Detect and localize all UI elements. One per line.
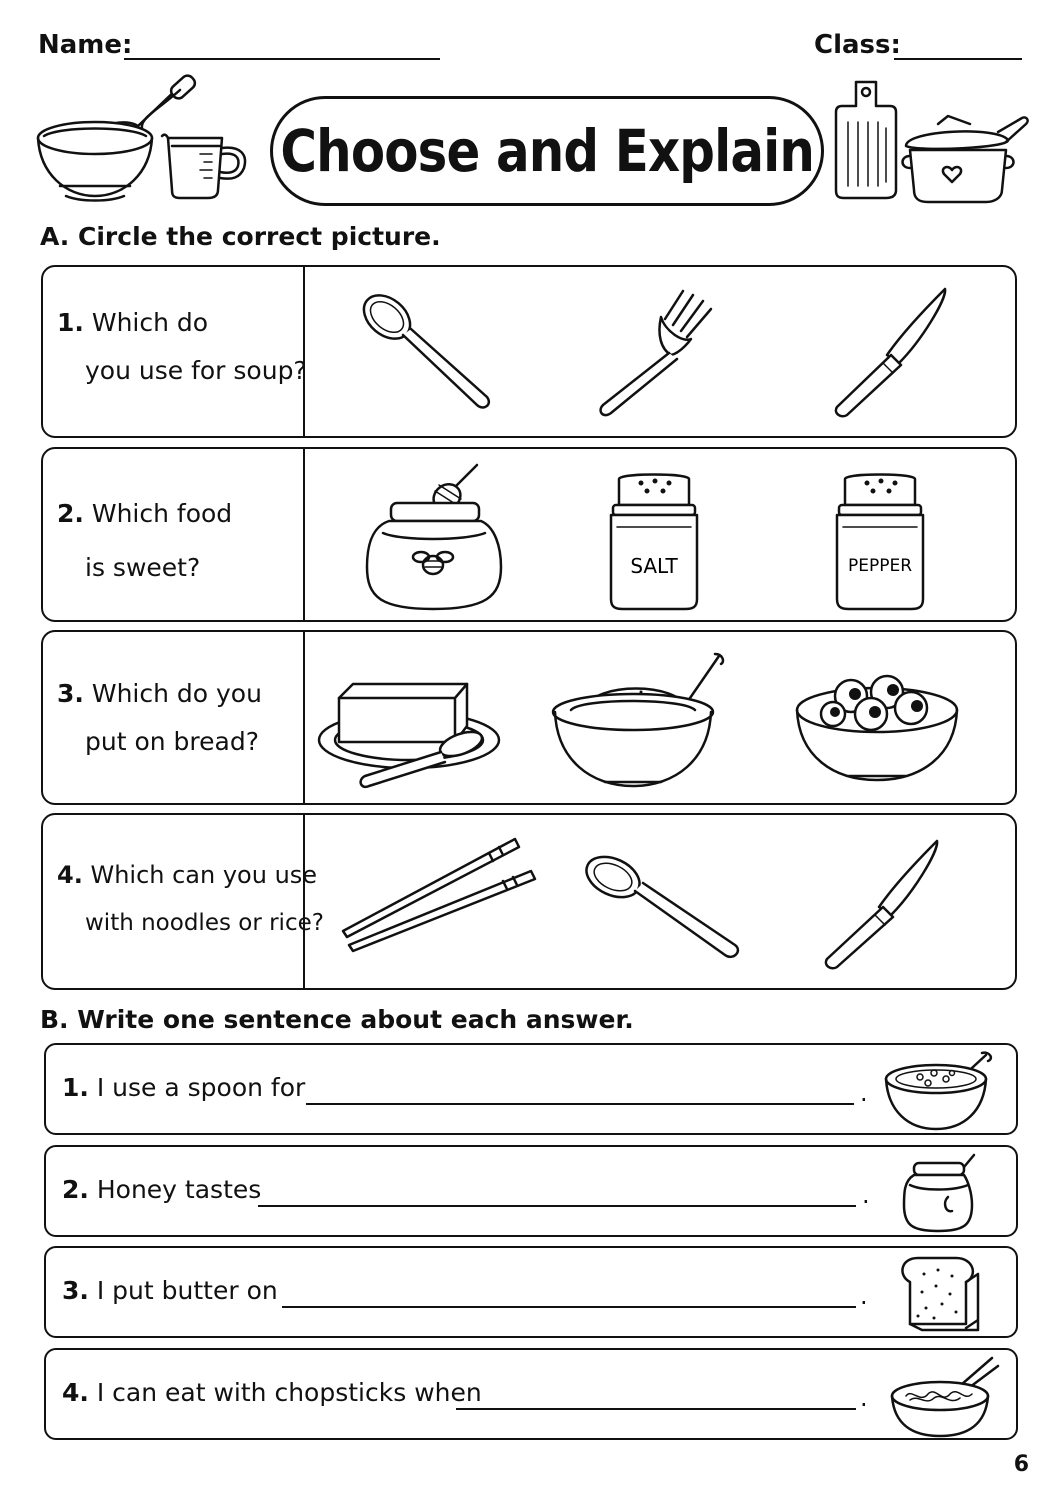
question-2-box (41, 447, 1017, 622)
answer-line[interactable] (258, 1205, 856, 1207)
question-number: 2. (57, 499, 84, 528)
page-title: Choose and Explain (280, 117, 814, 185)
sentence-4-box (44, 1348, 1018, 1440)
period: . (860, 1079, 868, 1107)
section-b-title: B. Write one sentence about each answer. (40, 1005, 634, 1034)
class-label: Class: (814, 30, 901, 60)
sentence-prompt: Honey tastes (96, 1175, 262, 1204)
section-a-title: A. Circle the correct picture. (40, 222, 441, 251)
sentence-prompt: I can eat with chopsticks when (96, 1378, 482, 1407)
question-4-text (57, 851, 324, 947)
period: . (860, 1384, 868, 1412)
honey-jar-icon (902, 1153, 982, 1235)
name-label: Name: (38, 30, 133, 60)
sentence-2-text (62, 1175, 261, 1204)
sentence-prompt: I use a spoon for (96, 1073, 306, 1102)
fork-icon[interactable] (591, 285, 721, 421)
answer-line[interactable] (456, 1408, 856, 1410)
question-line-2: you use for soup? (85, 356, 307, 385)
question-line-1: Which do you (91, 679, 262, 708)
pepper-shaker-icon[interactable] (829, 469, 929, 617)
sentence-1-text (62, 1073, 305, 1102)
sentence-prompt: I put butter on (96, 1276, 278, 1305)
knife-icon[interactable] (825, 285, 955, 421)
question-3-text (57, 670, 262, 766)
question-line-1: Which do (91, 308, 209, 337)
question-line-2: put on bread? (85, 727, 259, 756)
page-number: 6 (1013, 1452, 1029, 1477)
question-4-box (41, 813, 1017, 990)
title-banner (270, 96, 824, 206)
question-line-2: is sweet? (85, 553, 201, 582)
noodle-bowl-icon (888, 1354, 1000, 1438)
chopsticks-icon[interactable] (339, 833, 539, 953)
period: . (862, 1181, 870, 1209)
column-divider (303, 449, 305, 620)
name-field[interactable] (124, 58, 440, 60)
rice-bowl-icon[interactable] (551, 652, 721, 792)
salt-shaker-icon[interactable] (603, 469, 703, 617)
column-divider (303, 632, 305, 803)
sentence-number: 1. (62, 1073, 89, 1102)
butter-icon[interactable] (317, 672, 503, 792)
cooking-pot-icon (898, 110, 1038, 210)
sentence-2-box (44, 1145, 1018, 1237)
question-line-2: with noodles or rice? (85, 910, 324, 936)
answer-line[interactable] (306, 1103, 854, 1105)
question-3-box (41, 630, 1017, 805)
sentence-number: 2. (62, 1175, 89, 1204)
knife-icon[interactable] (815, 837, 945, 973)
bread-icon (894, 1254, 986, 1338)
question-line-1: Which food (91, 499, 233, 528)
honey-jar-icon[interactable] (361, 457, 501, 615)
cutting-board-icon (830, 78, 905, 206)
question-number: 3. (57, 679, 84, 708)
sentence-1-box (44, 1043, 1018, 1135)
salt-label: SALT (630, 554, 678, 578)
question-number: 1. (57, 308, 84, 337)
question-1-text (57, 299, 307, 395)
question-2-text (57, 487, 232, 595)
measuring-cup-icon (160, 128, 255, 208)
soup-bowl-icon (884, 1051, 996, 1133)
sentence-3-box (44, 1246, 1018, 1338)
question-number: 4. (57, 861, 83, 889)
period: . (860, 1282, 868, 1310)
question-line-1: Which can you use (90, 861, 318, 889)
spoon-icon[interactable] (355, 287, 495, 417)
pepper-label: PEPPER (847, 556, 913, 576)
meatball-bowl-icon[interactable] (793, 670, 963, 790)
answer-line[interactable] (282, 1306, 856, 1308)
question-1-box (41, 265, 1017, 438)
sentence-4-text (62, 1378, 482, 1407)
sentence-number: 3. (62, 1276, 89, 1305)
class-field[interactable] (894, 58, 1022, 60)
sentence-3-text (62, 1276, 278, 1305)
spoon-icon[interactable] (583, 853, 743, 973)
sentence-number: 4. (62, 1378, 89, 1407)
